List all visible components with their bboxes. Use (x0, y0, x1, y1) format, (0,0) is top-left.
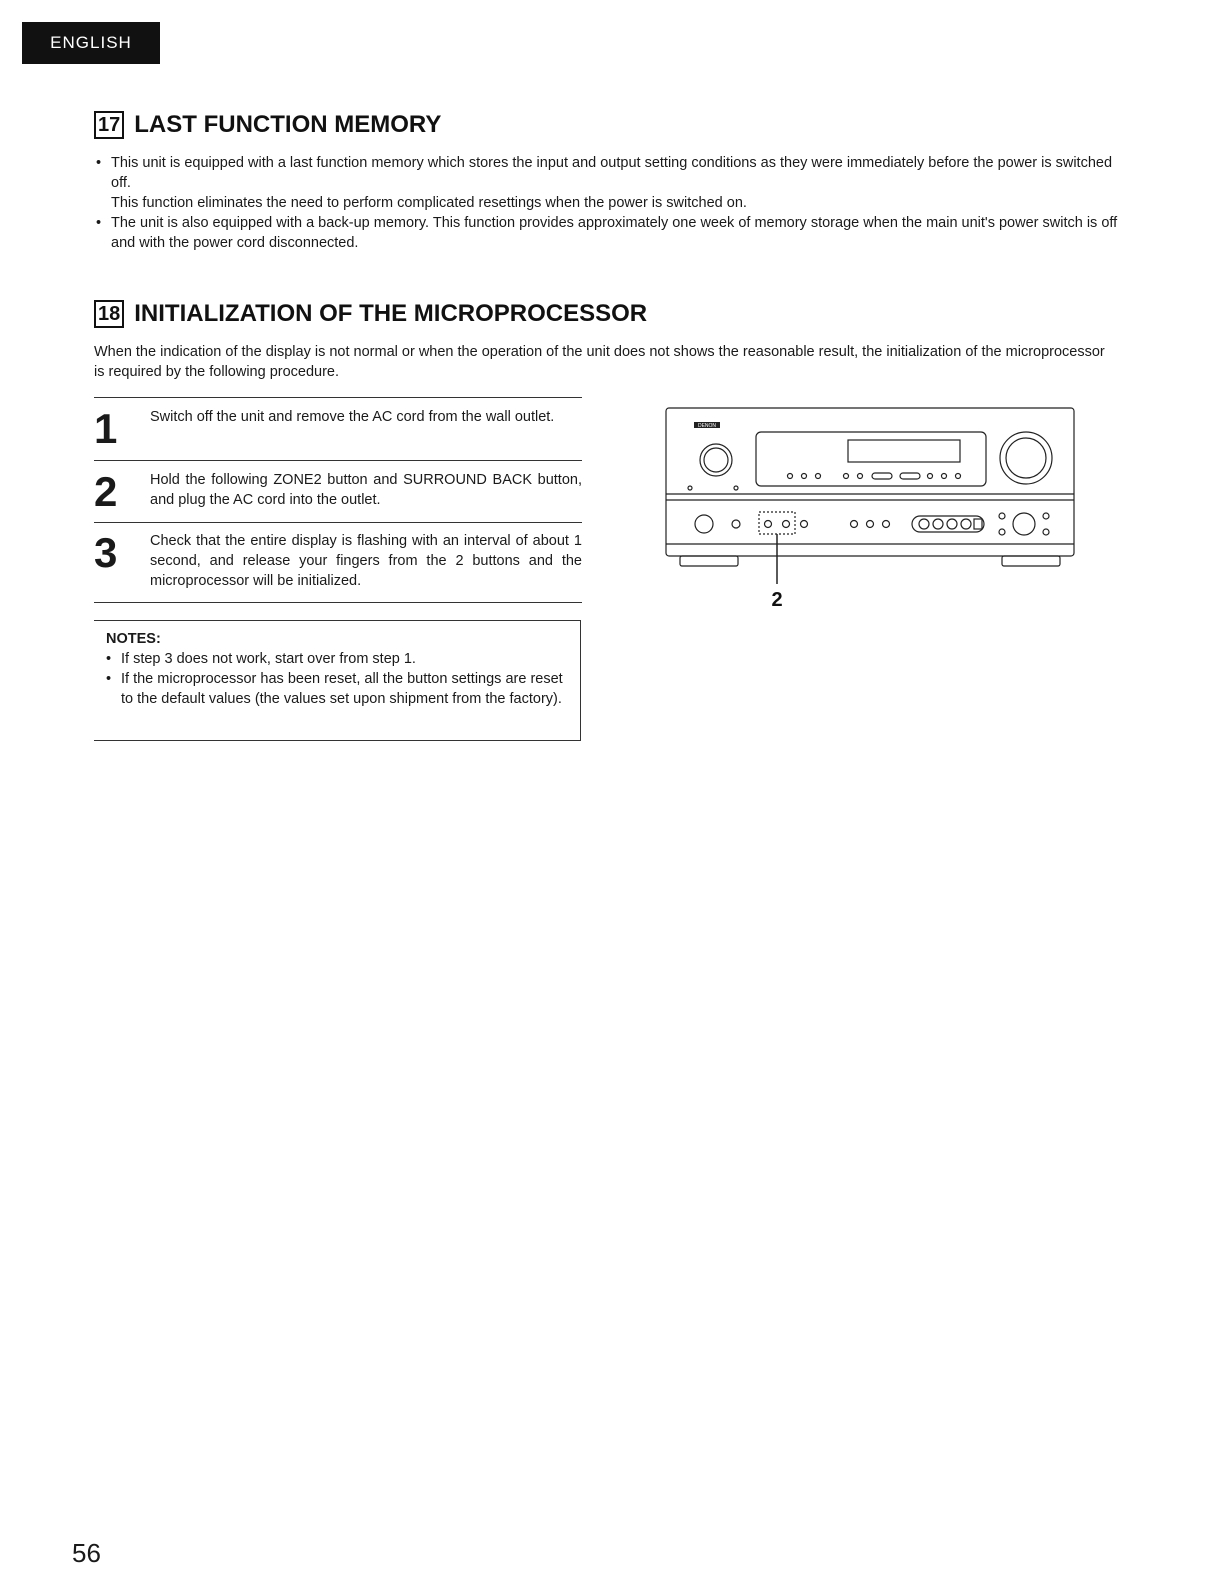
step-3 (94, 531, 582, 597)
language-tab: ENGLISH (22, 22, 160, 64)
list-item: • If the microprocessor has been reset, all the button settings are reset to the default values (the values set upon shipment from the factory). (106, 669, 570, 709)
list-item (96, 153, 1118, 193)
divider (94, 602, 582, 603)
section-17-number: 17 (94, 111, 124, 139)
brand-label: DENON (697, 423, 717, 429)
step-number: 2 (94, 468, 118, 515)
step-1 (94, 407, 582, 457)
section-17-heading (94, 111, 441, 139)
section-18-number: 18 (94, 300, 124, 328)
divider (94, 460, 582, 461)
section-18-heading (94, 300, 647, 328)
bullet-1-line-2: This function eliminates the need to perform complicated resettings when the power is switched on. (111, 195, 747, 211)
section-17-title: LAST FUNCTION MEMORY (134, 111, 442, 138)
section-18-intro: When the indication of the display is not normal or when the operation of the unit does not shows the reasonable result, the initialization of the microprocessor is required by the following procedure. (94, 344, 1105, 380)
notes-title: NOTES: (106, 631, 161, 647)
divider (94, 397, 582, 398)
bullet-1-line-1: This unit is equipped with a last function memory which stores the input and output setting conditions as they were immediately before the power is switched off. (111, 155, 1113, 191)
step-text: Check that the entire display is flashing with an interval of about 1 second, and release your fingers from the 2 buttons and the microprocessor will be initialized. (150, 533, 582, 589)
list-item: • If step 3 does not work, start over from step 1. (106, 649, 570, 669)
receiver-front-panel-illustration (664, 404, 1080, 614)
step-text: Switch off the unit and remove the AC cord from the wall outlet. (150, 409, 555, 425)
page-number: 56 (72, 1538, 101, 1568)
callout-label: 2 (771, 589, 783, 611)
step-2 (94, 470, 582, 520)
bullet-2: The unit is also equipped with a back-up memory. This function provides approximately one week of memory storage when the main unit's power switch is off and with the power cord disconnected. (111, 215, 1118, 251)
section-17-body (96, 153, 1118, 253)
divider (94, 522, 582, 523)
step-text: Hold the following ZONE2 button and SURROUND BACK button, and plug the AC cord into the outlet. (150, 472, 582, 508)
notes-box (94, 620, 581, 741)
step-number: 3 (94, 529, 118, 576)
step-number: 1 (94, 405, 118, 452)
list-item (96, 213, 1118, 253)
section-18-title: INITIALIZATION OF THE MICROPROCESSOR (134, 300, 648, 327)
